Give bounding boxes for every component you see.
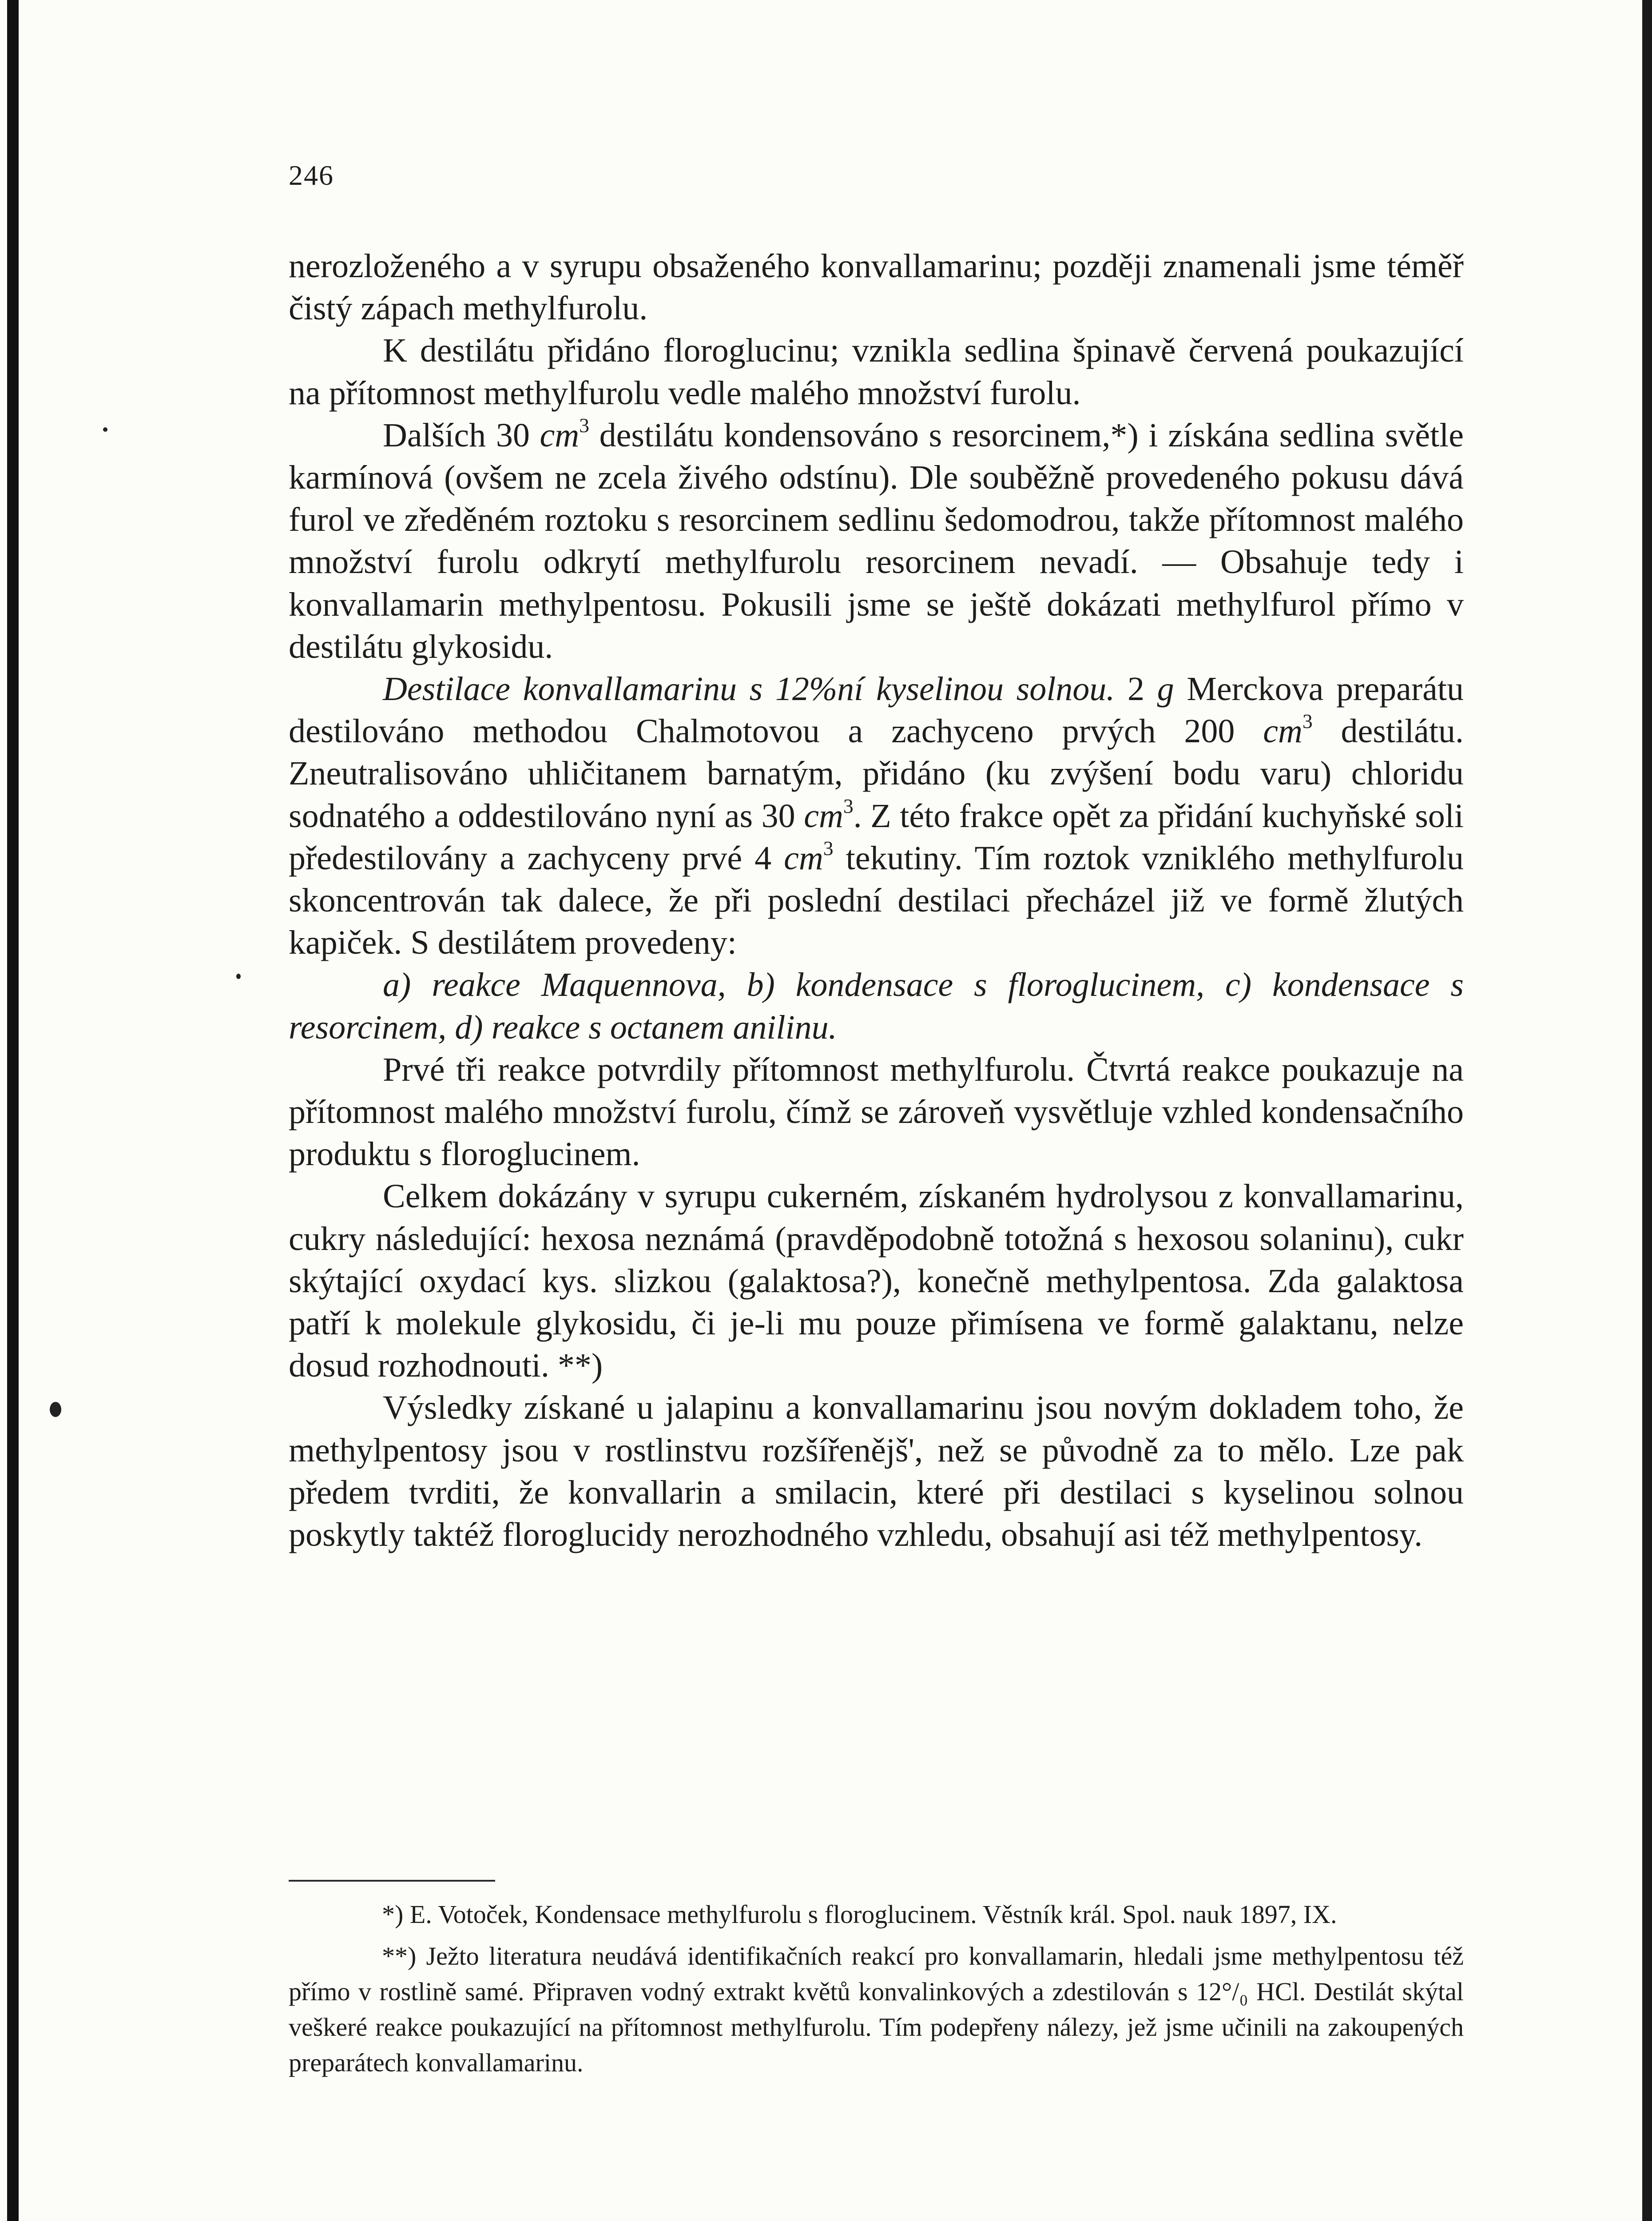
page-number: 246 [289, 159, 334, 191]
superscript: 3 [823, 836, 834, 860]
reaction-list: a) reakce Maquennova, b) kondensace s floroglucinem, c) kondensace s resorcinem, d) reakce s octanem anilinu. [289, 966, 1464, 1046]
paragraph-8: Výsledky získané u jalapinu a konvallamarinu jsou novým dokladem toho, že methylpentosy jsou v rostlinstvu rozšířenějš', než se původně za to mělo. Lze pak předem tvrditi, že konvallarin a smilacin, které při destilaci s kyselinou solnou poskytly taktéž floroglucidy nerozhodného vzhledu, obsahují asi též methylpentosy. [289, 1389, 1464, 1554]
footnote-1: *) E. Votoček, Kondensace methylfurolu s floroglucinem. Věstník král. Spol. nauk 1897, IX. [382, 1900, 1337, 1929]
unit-cm: cm [1263, 712, 1303, 750]
section-heading: Destilace konvallamarinu s 12%ní kyselinou solnou. [383, 670, 1115, 708]
footnote-rule [289, 1880, 495, 1882]
unit-cm: cm [540, 416, 580, 454]
paragraph-3 [289, 414, 1464, 668]
text-run: destilátu. Zneutralisováno uhličitanem barnatým, přidáno (ku zvýšení bodu varu) chloridu sodnatého a oddestilováno nyní as 30 [289, 712, 1464, 835]
text-run: tekutiny. Tím roztok vzniklého methylfurolu skoncentrován tak dalece, že při poslední destilaci přecházel již ve formě žlutých kapiček. S destilátem provedeny: [289, 839, 1464, 962]
paragraph-1: nerozloženého a v syrupu obsaženého konvallamarinu; později znamenali jsme téměř čistý zápach methylfurolu. [289, 247, 1464, 327]
superscript: 3 [1302, 710, 1313, 733]
text-run: Dalších 30 [383, 416, 540, 454]
unit-cm: cm [804, 797, 843, 835]
paragraph-6: Prvé tři reakce potvrdily přítomnost methylfurolu. Čtvrtá reakce poukazuje na přítomnost malého množství furolu, čímž se zároveň vysvětluje vzhled kondensačního produktu s floroglucinem. [289, 1051, 1464, 1173]
text-run: 2 [1115, 670, 1157, 708]
text-run: destilátu kondensováno s resorcinem,*) i získána sedlina světle karmínová (ovšem ne zcela živého odstínu). Dle souběžně provedeného pokusu dává furol ve zředěném roztoku s resorcinem sedlinu šedomodrou, takže přítomnost malého množství furolu odkrytí methylfurolu resorcinem nevadí. — Obsahuje tedy i konvallamarin methylpentosu. Pokusili jsme se ještě dokázati methylfurol přímo v destilátu glykosidu. [289, 416, 1464, 665]
paragraph-4 [289, 668, 1464, 964]
scan-speck [236, 974, 241, 979]
text-run: . Z této frakce opět za přidání kuchyňské soli předestilovány a zachyceny prvé 4 [289, 797, 1464, 877]
footnotes [289, 1897, 1464, 2087]
superscript: 3 [843, 794, 854, 817]
superscript: 3 [579, 414, 589, 437]
footnote-2: **) Ježto literatura neudává identifikačních reakcí pro konvallamarin, hledali jsme methylpentosu též přímo v rostlině samé. Připraven vodný extrakt květů konvalinkových a zdestilován s 12°/₀ HCl. Destilát skýtal veškeré reakce poukazující na přítomnost methylfurolu. Tím podepřeny nálezy, jež jsme učinili na zakoupených preparátech konvallamarinu. [289, 1942, 1464, 2077]
paragraph-2: K destilátu přidáno floroglucinu; vznikla sedlina špinavě červená poukazující na přítomnost methylfurolu vedle malého množství furolu. [289, 332, 1464, 412]
unit-cm: cm [784, 839, 823, 877]
scan-speck [50, 1402, 61, 1417]
paragraph-7: Celkem dokázány v syrupu cukerném, získaném hydrolysou z konvallamarinu, cukry následující: hexosa neznámá (pravděpodobně totožná s hexosou solaninu), cukr skýtající oxydací kys. slizkou (galaktosa?), konečně methylpentosa. Zda galaktosa patří k molekule glykosidu, či je-li mu pouze přimísena ve formě galaktanu, nelze dosud rozhodnouti. **) [289, 1178, 1464, 1385]
scan-speck [103, 427, 107, 432]
body-text [289, 245, 1464, 1556]
text-run: Merckova preparátu destilováno methodou Chalmotovou a zachyceno prvých 200 [289, 670, 1464, 750]
unit-g: g [1157, 670, 1174, 708]
